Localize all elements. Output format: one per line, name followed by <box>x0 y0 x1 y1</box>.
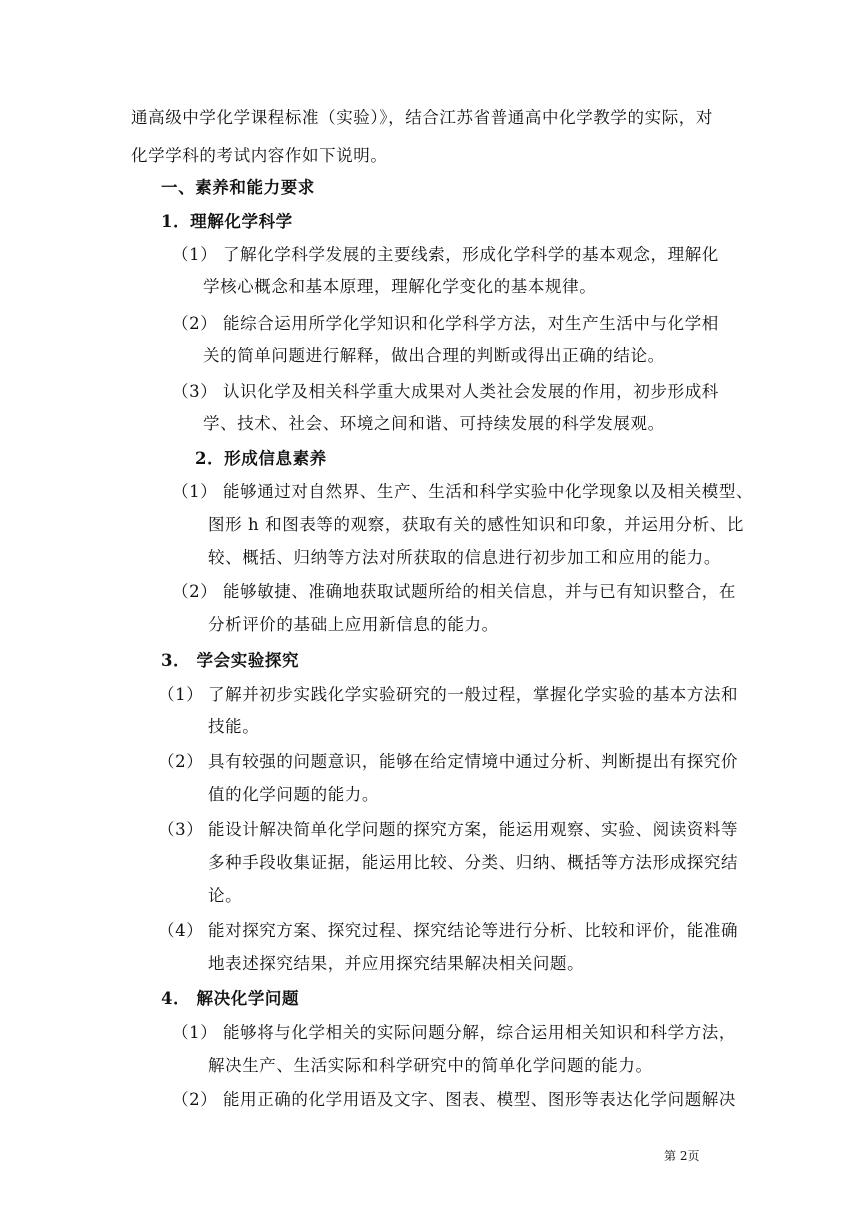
item-number: （3） <box>172 382 218 401</box>
item-text: 能综合运用所学化学知识和化学科学方法，对生产生活中与化学相 <box>223 314 719 333</box>
item-text: 论。 <box>208 886 243 905</box>
item-text: 值的化学问题的能力。 <box>208 785 379 804</box>
item-text: 学、技术、社会、环境之间和谐、可持续发展的科学发展观。 <box>203 414 665 433</box>
item-text: 技能。 <box>208 717 260 736</box>
item-text: 能够将与化学相关的实际问题分解，综合运用相关知识和科学方法， <box>223 1023 736 1042</box>
subsection-heading: 1．理解化学科学 <box>161 212 293 231</box>
intro-line: 通高级中学化学课程标准（实验）》，结合江苏省普通高中化学教学的实际，对 <box>131 108 713 127</box>
intro-line: 化学学科的考试内容作如下说明。 <box>131 146 388 165</box>
item-text: 图形 h 和图表等的观察，获取有关的感性知识和印象，并运用分析、比 <box>208 515 744 534</box>
item-text: 了解化学科学发展的主要线索，形成化学科学的基本观念，理解化 <box>223 245 719 264</box>
item-number: （2） <box>172 314 218 333</box>
item-number: （1） <box>172 1023 218 1042</box>
item-number: （2） <box>172 1090 218 1109</box>
item-text: 地表述探究结果，并应用探究结果解决相关问题。 <box>208 954 585 973</box>
item-text: 认识化学及相关科学重大成果对人类社会发展的作用，初步形成科 <box>223 382 719 401</box>
item-text: 较、概括、归纳等方法对所获取的信息进行初步加工和应用的能力。 <box>208 548 721 567</box>
item-number: （1） <box>172 482 218 501</box>
item-text: 能对探究方案、探究过程、探究结论等进行分析、比较和评价，能准确 <box>208 921 739 940</box>
subsection-heading: 2．形成信息素养 <box>195 449 327 468</box>
item-text: 分析评价的基础上应用新信息的能力。 <box>208 615 499 634</box>
item-text: 能用正确的化学用语及文字、图表、模型、图形等表达化学问题解决 <box>223 1090 736 1109</box>
item-number: （1） <box>172 245 218 264</box>
item-number: （3） <box>158 820 204 839</box>
page-number: 第 2页 <box>664 1149 700 1163</box>
item-text: 能够敏捷、准确地获取试题所给的相关信息，并与已有知识整合，在 <box>223 582 736 601</box>
item-text: 多种手段收集证据，能运用比较、分类、归纳、概括等方法形成探究结 <box>208 853 739 872</box>
item-text: 关的简单问题进行解释，做出合理的判断或得出正确的结论。 <box>203 346 665 365</box>
item-text: 学核心概念和基本原理，理解化学变化的基本规律。 <box>203 277 597 296</box>
subsection-heading: 4． 解决化学问题 <box>161 989 300 1008</box>
section-title: 一、素养和能力要求 <box>161 178 315 197</box>
item-number: （2） <box>158 752 204 771</box>
item-number: （2） <box>172 582 218 601</box>
item-text: 能够通过对自然界、生产、生活和科学实验中化学现象以及相关模型、 <box>223 482 754 501</box>
item-text: 能设计解决简单化学问题的探究方案，能运用观察、实验、阅读资料等 <box>208 820 739 839</box>
item-text: 解决生产、生活实际和科学研究中的简单化学问题的能力。 <box>208 1056 653 1075</box>
item-text: 了解并初步实践化学实验研究的一般过程，掌握化学实验的基本方法和 <box>208 685 739 704</box>
item-text: 具有较强的问题意识，能够在给定情境中通过分析、判断提出有探究价 <box>208 752 739 771</box>
subsection-heading: 3． 学会实验探究 <box>161 651 300 670</box>
item-number: （1） <box>158 685 204 704</box>
item-number: （4） <box>158 921 204 940</box>
